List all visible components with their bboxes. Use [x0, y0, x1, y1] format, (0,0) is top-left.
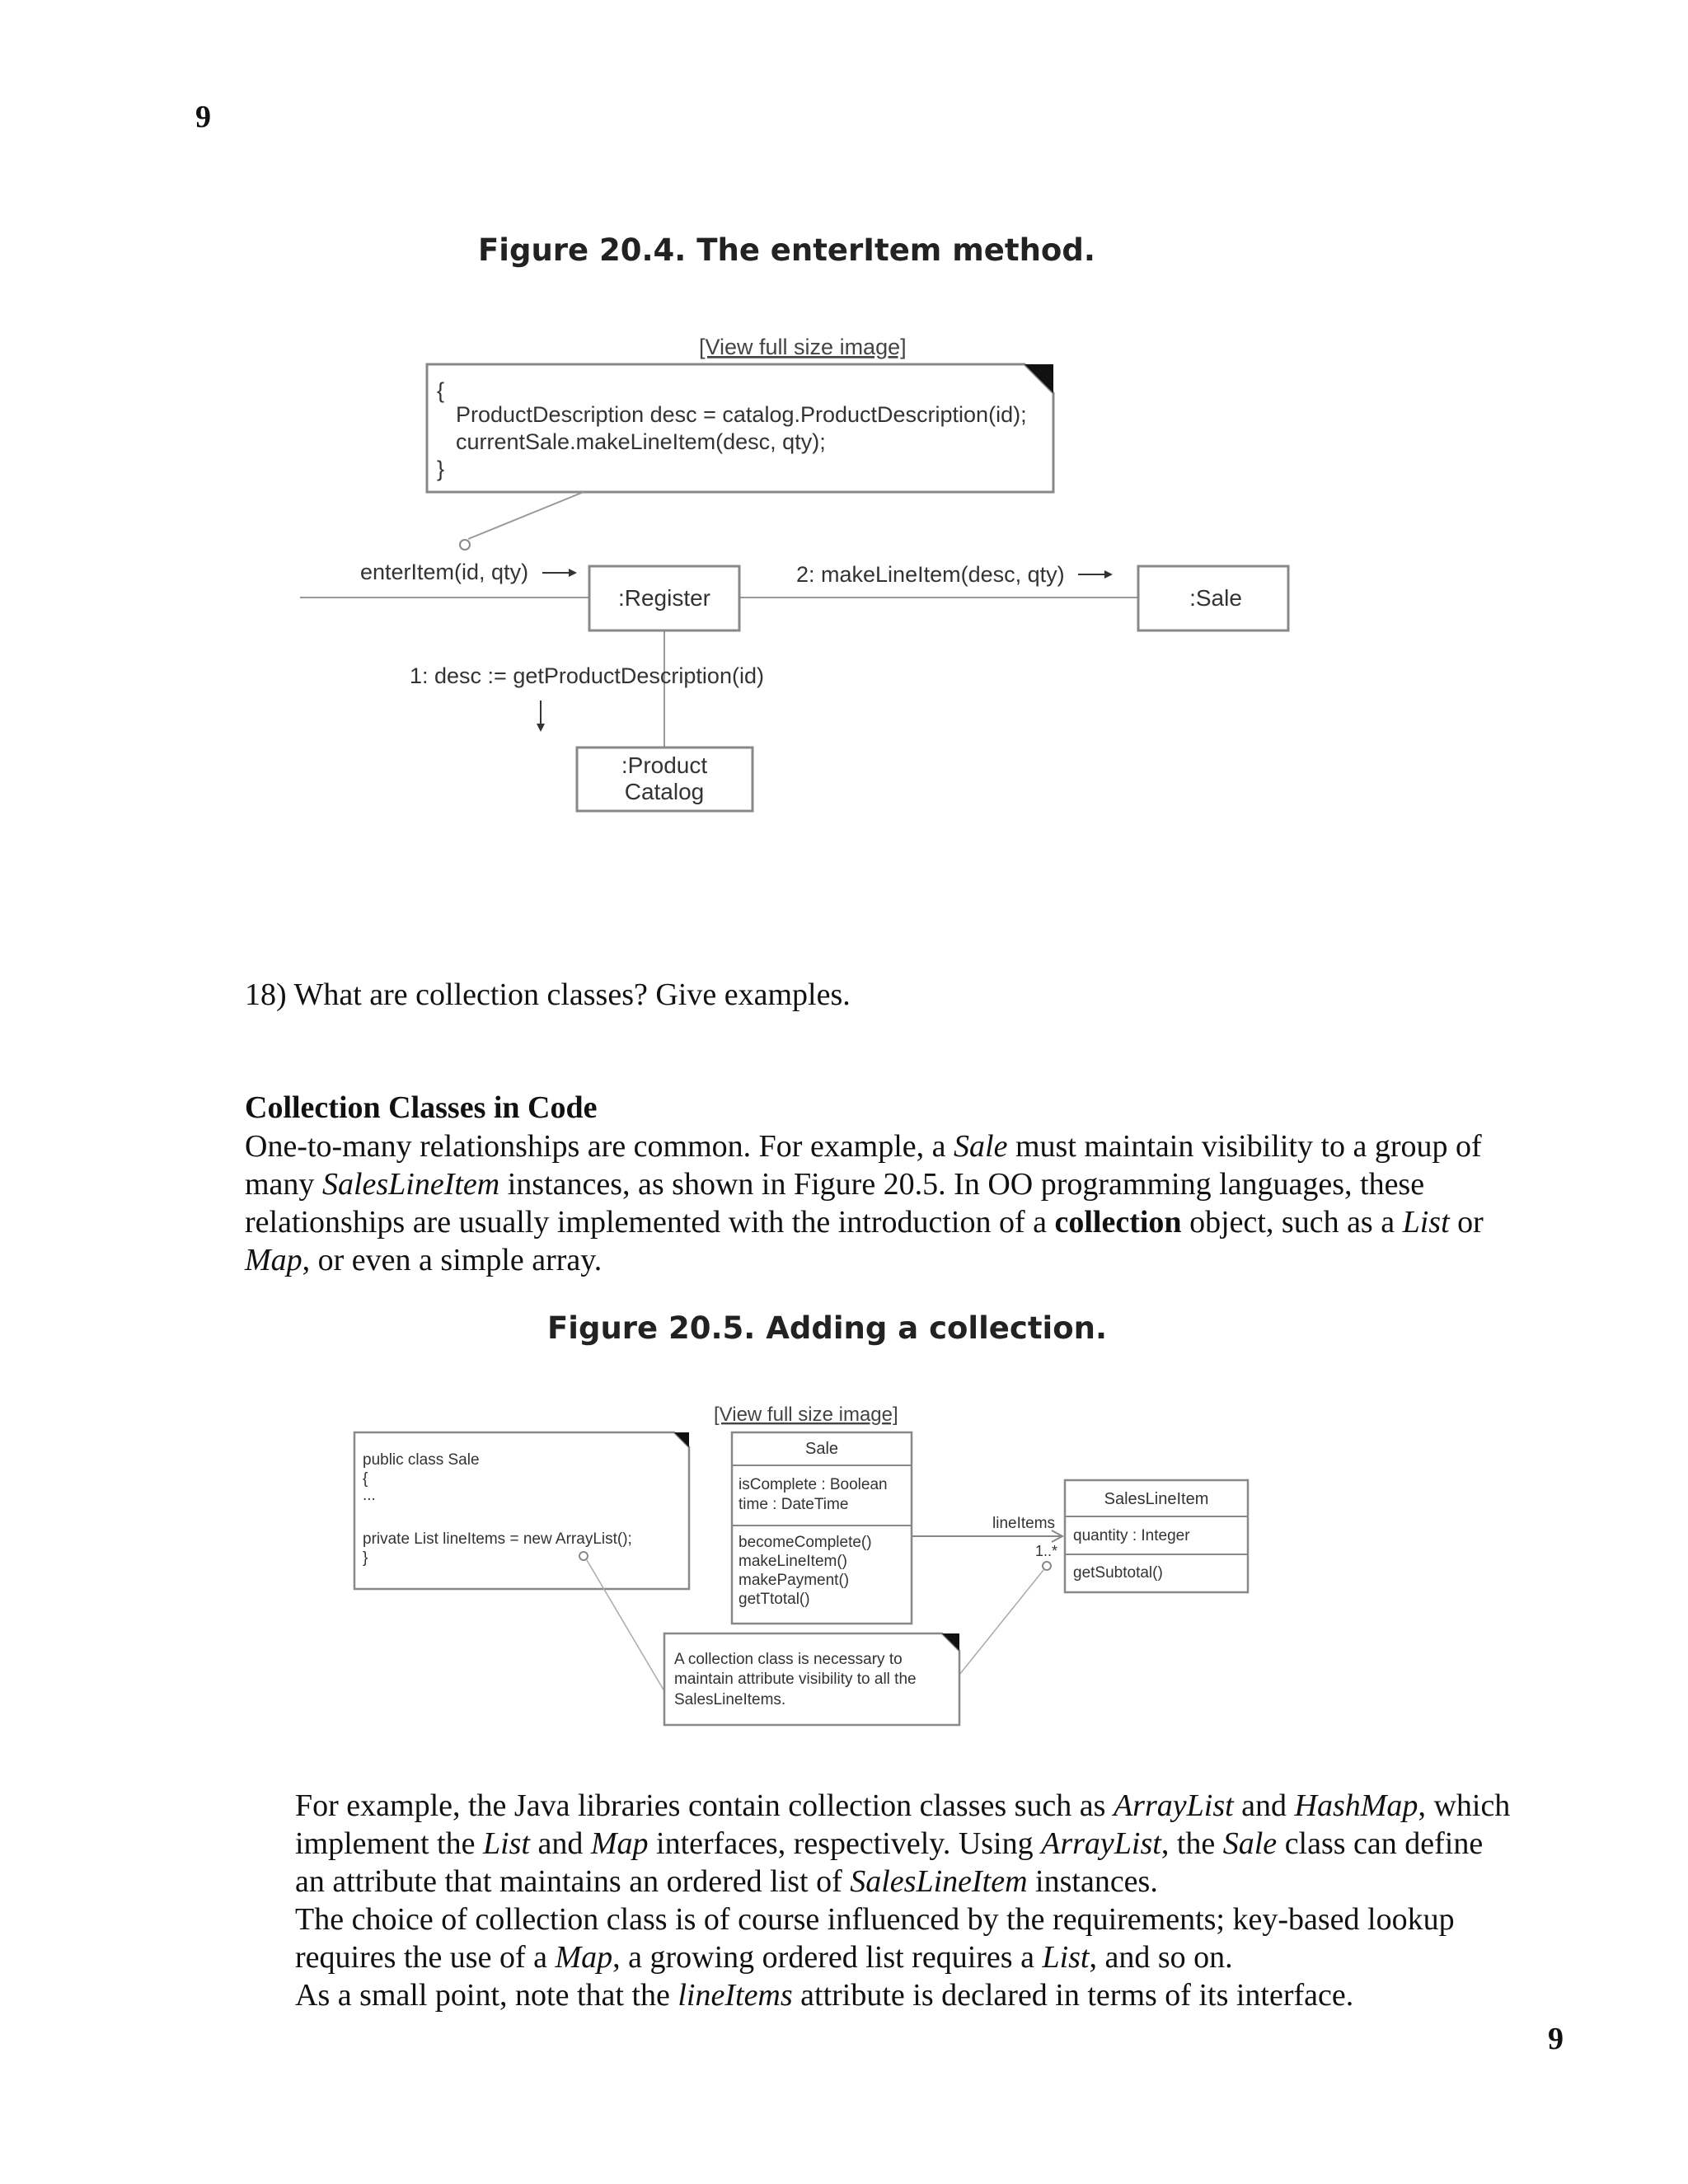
- multiplicity: 1..*: [1035, 1543, 1058, 1559]
- text-run: SalesLineItem: [321, 1167, 500, 1202]
- text-run: many: [245, 1167, 322, 1202]
- sale-op-4: getTtotal(): [738, 1591, 810, 1608]
- text-run: and: [530, 1826, 591, 1861]
- text-run: HashMap: [1294, 1788, 1418, 1823]
- figure-20-5-diagram: [0, 1385, 1688, 1747]
- message-make-line-item: 2: makeLineItem(desc, qty): [796, 562, 1065, 587]
- view-full-size-link[interactable]: [View full size image]: [699, 335, 907, 359]
- text-run: lineItems: [678, 1978, 793, 2013]
- code-line-1: public class Sale: [363, 1451, 480, 1469]
- code-note-line-4: }: [437, 457, 445, 481]
- text-run: instances.: [1027, 1864, 1158, 1899]
- text-run: must maintain visibility to a group of: [1007, 1129, 1482, 1164]
- text-run: implement the: [295, 1826, 483, 1861]
- code-note-line-1: {: [437, 378, 445, 403]
- text-run: Map: [555, 1940, 613, 1975]
- closing-line-1: [295, 1787, 1510, 1825]
- intro-line-2: [245, 1165, 1484, 1203]
- sale-class-name: Sale: [804, 1440, 839, 1458]
- sale-op-1: becomeComplete(): [738, 1534, 872, 1551]
- text-run: Sale: [954, 1129, 1008, 1164]
- note-anchor-line-right: [959, 1570, 1043, 1675]
- view-full-size-link-2[interactable]: [View full size image]: [714, 1404, 898, 1426]
- text-run: List: [1042, 1940, 1090, 1975]
- text-run: , which: [1418, 1788, 1511, 1823]
- assoc-anchor-circle: [1043, 1562, 1051, 1570]
- section-heading: Collection Classes in Code: [245, 1090, 598, 1125]
- text-run: Sale: [1222, 1826, 1278, 1861]
- register-object-label: :Register: [617, 585, 711, 611]
- code-line-2: {: [363, 1470, 368, 1488]
- message-enter-item-arrowhead: [569, 569, 577, 577]
- text-run: , a growing ordered list requires a: [612, 1940, 1043, 1975]
- text-run: collection: [1054, 1205, 1182, 1240]
- text-run: , the: [1160, 1826, 1223, 1861]
- intro-line-3: [245, 1203, 1484, 1241]
- sli-op: getSubtotal(): [1073, 1564, 1163, 1582]
- text-run: , and so on.: [1089, 1940, 1233, 1975]
- text-run: Map: [590, 1826, 649, 1861]
- note-anchor-circle: [460, 540, 470, 550]
- closing-line-6: [295, 1976, 1510, 2014]
- text-run: attribute is declared in terms of its interface.: [792, 1978, 1354, 2013]
- text-run: One-to-many relationships are common. For example, a: [245, 1129, 954, 1164]
- closing-line-3: [295, 1863, 1510, 1900]
- closing-line-4: The choice of collection class is of course influenced by the requirements; key-based lookup: [295, 1902, 1455, 1937]
- figure-20-4-title: Figure 20.4. The enterItem method.: [478, 232, 1095, 268]
- closing-paragraph: [295, 1787, 1510, 2014]
- text-run: object, such as a: [1181, 1205, 1403, 1240]
- text-run: List: [1402, 1205, 1450, 1240]
- page-number-top: 9: [195, 100, 211, 134]
- page-number-bottom: 9: [1548, 2022, 1564, 2056]
- text-run: an attribute that maintains an ordered list of: [295, 1864, 851, 1899]
- note-anchor-line: [468, 492, 584, 539]
- role-line-items: lineItems: [992, 1515, 1056, 1532]
- code-note: [427, 364, 1053, 492]
- text-run: For example, the Java libraries contain collection classes such as: [295, 1788, 1114, 1823]
- sale-attr-1: isComplete : Boolean: [738, 1476, 888, 1493]
- message-enter-item: enterItem(id, qty): [360, 560, 529, 584]
- message-get-description-arrowhead: [537, 724, 545, 732]
- sli-class-name: SalesLineItem: [1104, 1490, 1209, 1508]
- sale-op-2: makeLineItem(): [738, 1553, 847, 1570]
- text-run: requires the use of a: [295, 1940, 556, 1975]
- text-run: or: [1449, 1205, 1484, 1240]
- code-line-4: private List lineItems = new ArrayList();: [363, 1530, 632, 1548]
- product-catalog-label-2: Catalog: [624, 779, 705, 804]
- intro-line-1: [245, 1127, 1484, 1165]
- closing-line-2: [295, 1825, 1510, 1863]
- product-catalog-label-1: :Product: [621, 752, 708, 778]
- sli-attr: quantity : Integer: [1073, 1527, 1190, 1544]
- message-make-line-item-arrowhead: [1104, 570, 1113, 579]
- code-line-3: ...: [363, 1487, 376, 1504]
- question-18: 18) What are collection classes? Give examples.: [245, 977, 851, 1012]
- intro-paragraph: [245, 1127, 1484, 1279]
- text-run: SalesLineItem: [850, 1864, 1028, 1899]
- sale-attr-2: time : DateTime: [738, 1496, 849, 1513]
- text-run: relationships are usually implemented with the introduction of a: [245, 1205, 1055, 1240]
- collection-note-line-1: A collection class is necessary to: [674, 1651, 903, 1668]
- text-run: List: [482, 1826, 530, 1861]
- figure-20-5-title: Figure 20.5. Adding a collection.: [547, 1310, 1108, 1346]
- closing-line-5: [295, 1938, 1510, 1976]
- collection-note-line-3: SalesLineItems.: [674, 1691, 786, 1708]
- text-run: , or even a simple array.: [302, 1243, 603, 1277]
- text-run: interfaces, respectively. Using: [648, 1826, 1042, 1861]
- text-run: instances, as shown in Figure 20.5. In OO programming languages, these: [499, 1167, 1425, 1202]
- code-anchor-circle: [579, 1552, 588, 1560]
- sale-op-3: makePayment(): [738, 1572, 850, 1589]
- collection-note-line-2: maintain attribute visibility to all the: [674, 1671, 917, 1688]
- intro-line-4: [245, 1241, 1484, 1279]
- code-note-line-2: ProductDescription desc = catalog.ProductDescription(id);: [456, 402, 1027, 427]
- text-run: Map: [245, 1243, 302, 1277]
- text-run: and: [1233, 1788, 1295, 1823]
- text-run: As a small point, note that the: [295, 1978, 678, 2013]
- code-line-5: }: [363, 1549, 368, 1567]
- text-run: ArrayList: [1113, 1788, 1234, 1823]
- message-get-description: 1: desc := getProductDescription(id): [410, 663, 764, 688]
- sale-object-label: :Sale: [1189, 585, 1242, 611]
- text-run: class can define: [1277, 1826, 1484, 1861]
- figure-20-4-diagram: [0, 0, 1688, 865]
- text-run: ArrayList: [1041, 1826, 1161, 1861]
- code-note-line-3: currentSale.makeLineItem(desc, qty);: [456, 429, 826, 454]
